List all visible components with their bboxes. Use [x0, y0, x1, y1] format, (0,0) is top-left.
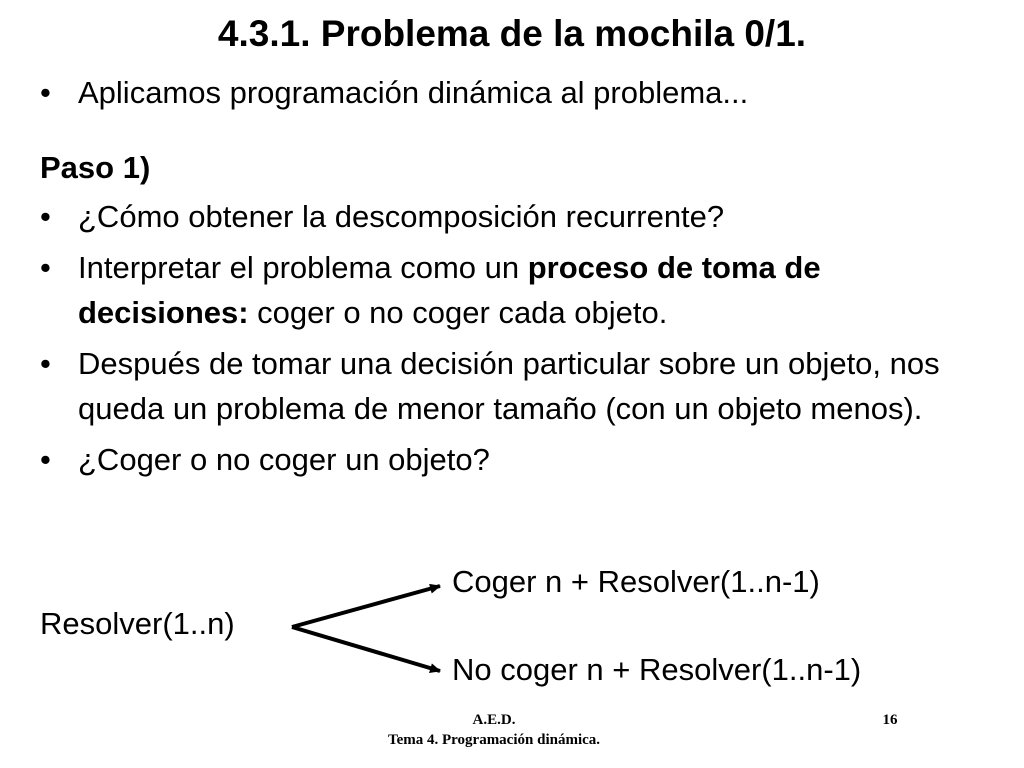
bullet-take-question-text: ¿Coger o no coger un objeto? [78, 442, 490, 477]
bullet-after-decision [40, 341, 990, 431]
bullet-interpret-prefix: Interpretar el problema como un [78, 250, 528, 285]
footer-course-info [344, 710, 644, 750]
step-heading: Paso 1) [40, 150, 151, 185]
intro-bullet [40, 70, 990, 115]
footer-course: A.E.D. [472, 712, 516, 728]
arrow-to-skip-option [292, 627, 440, 671]
diagram-take-option: Coger n + Resolver(1..n-1) [452, 564, 820, 599]
arrow-to-take-option [292, 586, 440, 627]
bullet-icon: • [40, 250, 51, 285]
bullet-interpret-emphasis: proceso de toma de decisiones: [78, 250, 821, 330]
bullet-icon: • [40, 442, 51, 477]
bullet-take-question [40, 437, 990, 482]
bullet-after-decision-text: Después de tomar una decisión particular sobre un objeto, nos queda un problema de menor tamaño (con un objeto menos). [78, 346, 940, 426]
bullet-decomposition-text: ¿Cómo obtener la descomposición recurrente? [78, 199, 725, 234]
bullet-icon: • [40, 199, 51, 234]
bullet-decomposition [40, 194, 990, 239]
bullet-icon: • [40, 75, 51, 110]
intro-bullet-text: Aplicamos programación dinámica al problema... [78, 75, 749, 110]
bullet-icon: • [40, 346, 51, 381]
slide-body [40, 70, 990, 482]
bullet-interpret [40, 245, 990, 335]
bullet-interpret-suffix: coger o no coger cada objeto. [248, 295, 668, 330]
diagram-skip-option: No coger n + Resolver(1..n-1) [452, 652, 862, 687]
page-number: 16 [882, 712, 898, 728]
diagram-root-label: Resolver(1..n) [40, 606, 235, 641]
footer-topic: Tema 4. Programación dinámica. [387, 732, 601, 748]
slide-title: 4.3.1. Problema de la mochila 0/1. [217, 13, 807, 54]
